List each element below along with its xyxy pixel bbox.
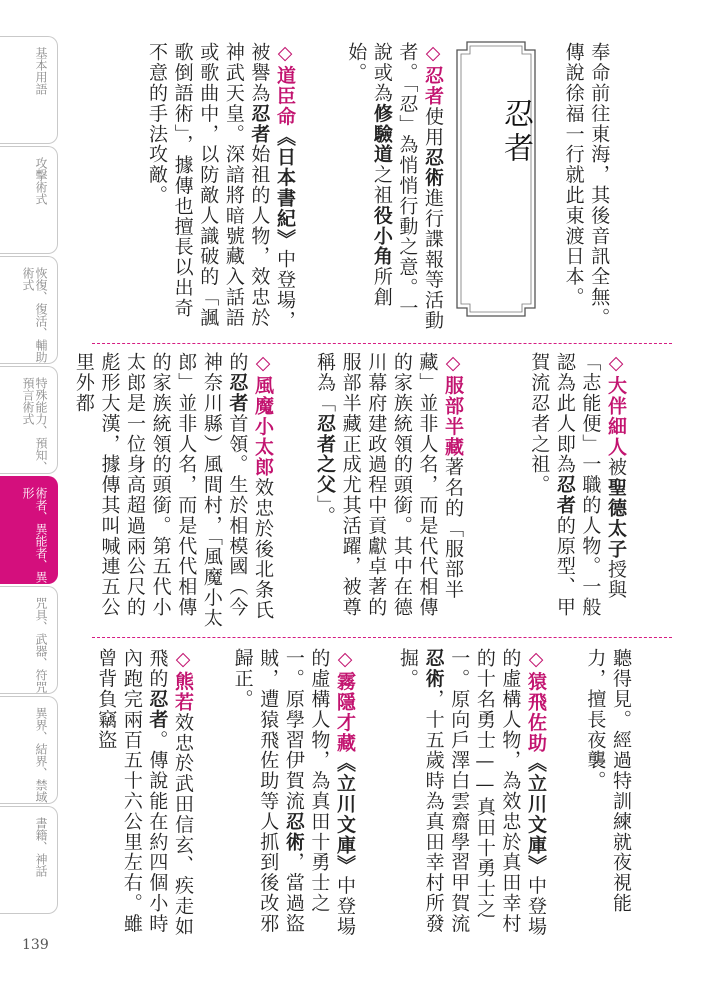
entry-heading: ◇霧隱才藏: [334, 648, 356, 754]
tab-special-abilities[interactable]: [0, 366, 58, 474]
tab-books-myths[interactable]: [0, 806, 58, 914]
entry-fuma-kotaro: ◇風魔小太郎效忠於後北条氏的忍者首領。生於相模國（今神奈川縣）風間村，「風魔小太郎」並非人名，而是代代相傳的家族統領的頭銜。第五代小太郎是一位身高超過兩公尺的彪形大漢，據傳其叫喊連五公里外都: [72, 352, 274, 629]
entry-heading: ◇服部半藏: [442, 352, 464, 458]
entry-kirigakure-saizo: ◇霧隱才藏《立川文庫》中登場的虛構人物，為真田十勇士之一。原學習伊賀流忍術，當過盜賊，遭猿飛佐助等人抓到後改邪歸正。: [231, 648, 356, 937]
tab-basic-terms[interactable]: [0, 36, 58, 144]
diamond-icon: ◇: [525, 648, 547, 672]
entry-heading: ◇大伴細人: [605, 352, 627, 458]
entry-heading: ◇忍者: [422, 42, 444, 107]
tab-label: 術者、異能者、異形: [21, 487, 48, 583]
fuma-continued-text: 聽得見。經過特訓練就夜視能力，擅長夜襲。: [584, 648, 632, 914]
diamond-icon: ◇: [442, 352, 464, 376]
diamond-icon: ◇: [605, 352, 627, 376]
diamond-icon: ◇: [334, 648, 356, 672]
entry-otomo-no-hosohito: ◇大伴細人被聖德太子授與「志能便」一職的人物。一般認為此人即為忍者的原型、甲賀流忍者之祖。: [528, 352, 627, 618]
entry-hattori-hanzo: ◇服部半藏著名的「服部半藏」並非人名，而是代代相傳的家族統領的頭銜。其中在德川幕府建政過程中貢獻卓著的服部半藏正成尤其活躍，被尊稱為「忍者之父」。: [314, 352, 464, 618]
entry-sarutobi-sasuke: ◇猿飛佐助《立川文庫》中登場的虛構人物，為效忠於真田幸村的十名勇士——真田十勇士之一。原向戶澤白雲齋學習甲賀流忍術，十五歲時為真田幸村所發掘。: [397, 648, 547, 937]
tab-label: 書籍、神話: [34, 817, 48, 877]
section-divider: [92, 637, 672, 638]
entry-ninja: ◇忍者使用忍術進行諜報等活動者。「忍」為悄悄行動之意。一說或為修驗道之祖役小角所創始。: [345, 42, 444, 331]
tab-attack-spells[interactable]: [0, 146, 58, 254]
section-divider: [92, 343, 672, 344]
tab-recovery-spells[interactable]: [0, 256, 58, 364]
tab-label: 攻擊術式: [34, 157, 48, 205]
tab-casters-active[interactable]: [0, 476, 58, 584]
tab-label: 特殊能力、預知、預言術式: [21, 377, 48, 473]
entry-heading: ◇猿飛佐助: [525, 648, 547, 754]
diamond-icon: ◇: [172, 648, 194, 672]
entry-kumawaka: ◇熊若效忠於武田信玄、疾走如飛的忍者。傳說能在約四個小時內跑完兩百五十六公里左右。雖曾背負竊盜: [95, 648, 194, 937]
page-title: 忍者: [498, 98, 533, 166]
title-box: [455, 40, 537, 318]
diamond-icon: ◇: [252, 352, 274, 376]
tab-label: 基本用語: [34, 47, 48, 95]
intro-text: 奉命前往東海，其後音訊全無。傳說徐福一行就此東渡日本。: [562, 42, 611, 328]
entry-michi-no-omi: ◇道臣命《日本書紀》中登場，被譽為忍者始祖的人物，效忠於神武天皇。深諳將暗號藏入話語或歌曲中，以防敵人識破的「諷歌倒語術」，據傳也擅長以出奇不意的手法攻敵。: [146, 42, 296, 331]
entry-heading: ◇道臣命: [274, 42, 296, 127]
tab-label: 異界、結界、禁域: [34, 707, 48, 803]
title-frame: [455, 40, 537, 318]
entry-heading: ◇熊若: [172, 648, 194, 713]
diamond-icon: ◇: [422, 42, 444, 66]
diamond-icon: ◇: [274, 42, 296, 66]
tab-label: 恢復、復活、輔助術式: [21, 267, 48, 363]
entry-heading: ◇風魔小太郎: [252, 352, 274, 478]
tab-artifacts[interactable]: [0, 586, 58, 694]
tab-label: 咒具、武器、符咒: [34, 597, 48, 693]
page-number: 139: [22, 937, 49, 953]
tab-otherworld[interactable]: [0, 696, 58, 804]
